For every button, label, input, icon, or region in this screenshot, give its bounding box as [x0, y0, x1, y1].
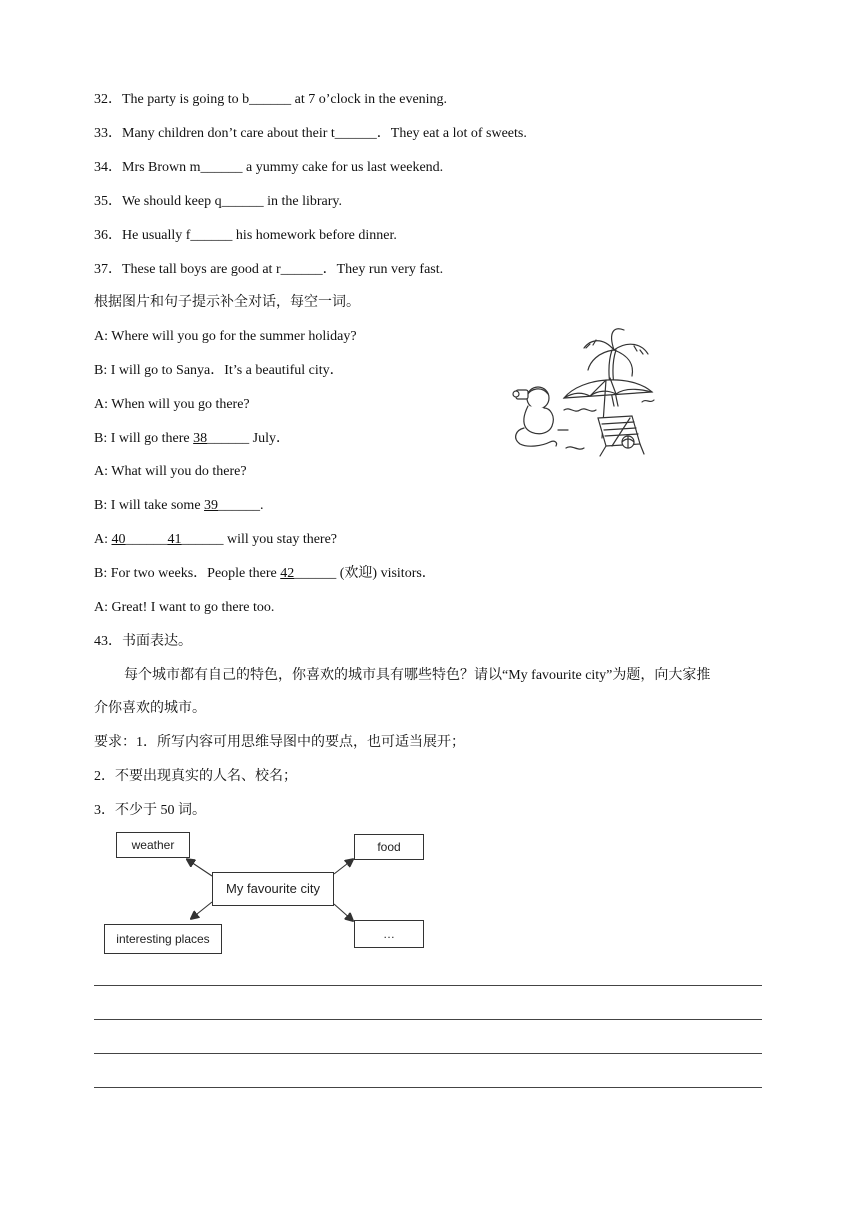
dialogue-line-7: [94, 531, 337, 549]
mind-map-weather: weather: [116, 832, 190, 858]
dialogue-line-4-text: B: I will go there: [94, 431, 194, 446]
question-34: 34．Mrs Brown m______ a yummy cake for us last weekend.: [94, 160, 444, 175]
dialogue-line-5: A: What will you do there?: [94, 464, 247, 479]
question-36: 36．He usually f______ his homework before dinner.: [94, 228, 397, 243]
blank-42-number: 42: [280, 566, 295, 581]
writing-requirement-3: 3．不少于 50 词。: [94, 803, 206, 818]
blank-41-number: 41: [167, 532, 182, 547]
dialogue-line-4-tail: ______ July．: [207, 431, 290, 446]
answer-line-1[interactable]: [94, 985, 762, 986]
question-37: 37．These tall boys are good at r______．They run very fast.: [94, 262, 444, 277]
dialogue-line-8-tail: ______ (欢迎) visitors．: [294, 566, 436, 581]
dialogue-line-1: A: Where will you go for the summer holiday?: [94, 329, 357, 344]
beach-scene-illustration: [502, 318, 658, 468]
dialogue-line-6-tail: ______.: [218, 498, 264, 513]
mind-map-interesting-places: interesting places: [104, 924, 222, 954]
dialogue-line-7-text: A:: [94, 532, 112, 547]
mind-map-center: My favourite city: [212, 872, 334, 906]
question-33: 33．Many children don’t care about their t______．They eat a lot of sweets.: [94, 126, 527, 141]
dialogue-line-6: [94, 497, 264, 515]
dialogue-line-2: B: I will go to Sanya．It’s a beautiful city．: [94, 363, 344, 378]
dialogue-line-9: A: Great! I want to go there too.: [94, 600, 275, 615]
mind-map-more: …: [354, 920, 424, 948]
mind-map-food: food: [354, 834, 424, 860]
answer-line-3[interactable]: [94, 1053, 762, 1054]
dialogue-instruction: 根据图片和句子提示补全对话，每空一词。: [94, 295, 360, 310]
writing-requirement-2: 2．不要出现真实的人名、校名；: [94, 769, 297, 784]
dialogue-line-8-text: B: For two weeks．People there: [94, 566, 281, 581]
question-32: 32．The party is going to b______ at 7 o’clock in the evening.: [94, 92, 448, 107]
dialogue-line-6-text: B: I will take some: [94, 498, 205, 513]
question-35: 35．We should keep q______ in the library.: [94, 194, 342, 209]
writing-requirement-1: 要求：1．所写内容可用思维导图中的要点，也可适当展开；: [94, 735, 465, 750]
writing-prompt-line-1: 每个城市都有自己的特色，你喜欢的城市具有哪些特色？请以“My favourite city”为题，向大家推: [124, 668, 711, 683]
dialogue-line-7-blank: ______: [125, 532, 168, 547]
mind-map: [102, 828, 432, 960]
blank-40-number: 40: [111, 532, 126, 547]
writing-heading: 43．书面表达。: [94, 634, 192, 649]
answer-line-4[interactable]: [94, 1087, 762, 1088]
writing-prompt-line-2: 介你喜欢的城市。: [94, 701, 206, 716]
blank-39-number: 39: [204, 498, 219, 513]
blank-38-number: 38: [193, 431, 208, 446]
dialogue-line-4: [94, 430, 290, 448]
dialogue-line-3: A: When will you go there?: [94, 397, 250, 412]
dialogue-line-8: [94, 565, 436, 583]
answer-line-2[interactable]: [94, 1019, 762, 1020]
dialogue-line-7-tail: ______ will you stay there?: [181, 532, 338, 547]
